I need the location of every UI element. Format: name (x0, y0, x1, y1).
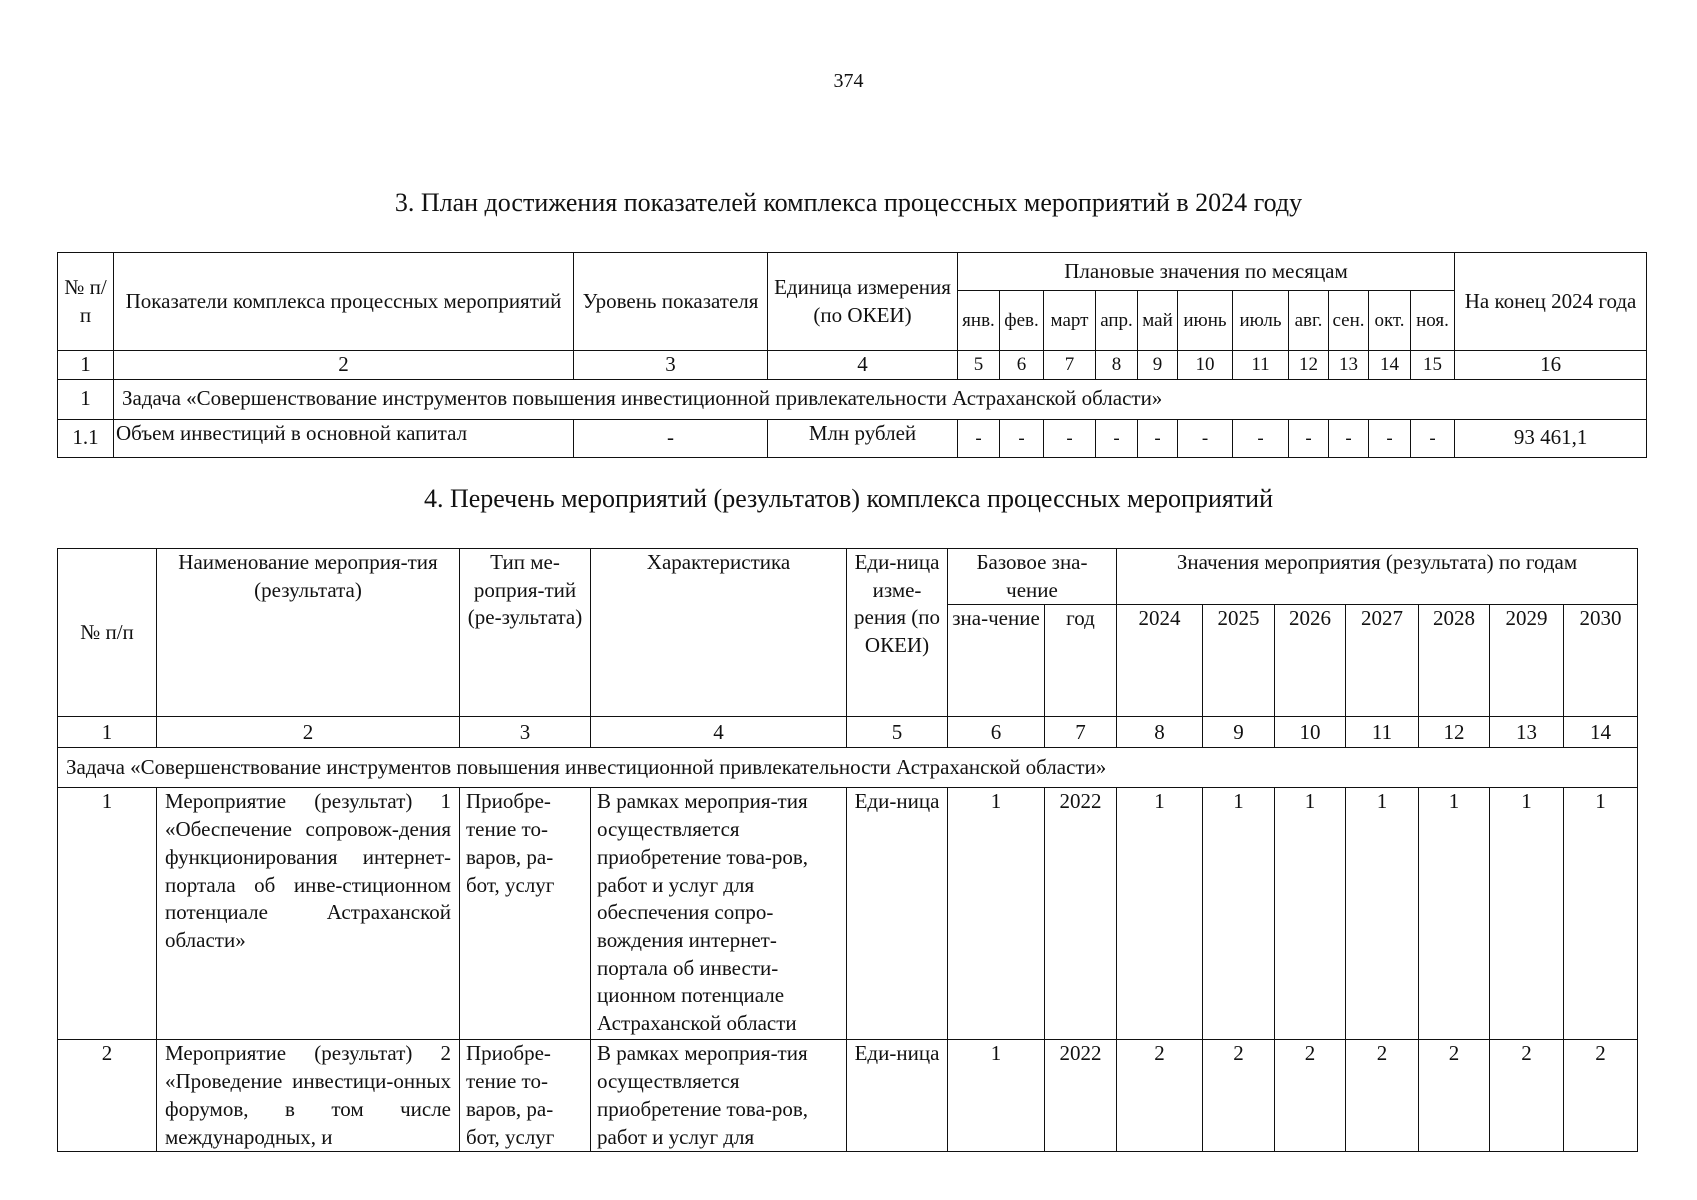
month-value: - (1289, 419, 1329, 457)
column-number: 8 (1117, 717, 1203, 748)
column-number: 11 (1346, 717, 1419, 748)
indicator-row (58, 419, 1647, 457)
row-name-text: Мероприятие (результат) 2 «Проведение инвестици-онных форумов, в том числе международных, и (165, 1041, 451, 1149)
month-header: ноя. (1411, 291, 1455, 351)
row-year-value: 1 (1117, 788, 1203, 1040)
row-year-value: 2 (1564, 1040, 1638, 1152)
row-level: - (574, 419, 768, 457)
row-type: Приобре-тение то-варов, ра-бот, услуг (460, 788, 591, 1040)
header-name: Наименование мероприя-тия (результата) (157, 549, 460, 717)
month-value: - (1329, 419, 1369, 457)
header-characteristic: Характеристика (591, 549, 847, 717)
task-num: 1 (58, 379, 114, 419)
activities-table (57, 548, 1638, 1152)
month-value: - (1369, 419, 1411, 457)
row-year-value: 2 (1490, 1040, 1564, 1152)
row-name: Мероприятие (результат) 1 «Обеспечение сопровож-дения функционирования интернет-портала об инве-стиционном потенциале Астраханской области» (157, 788, 460, 1040)
row-num: 2 (58, 1040, 157, 1152)
table-row (58, 1040, 1638, 1152)
row-unit: Еди-ница (847, 1040, 948, 1152)
month-header: окт. (1369, 291, 1411, 351)
month-header: июль (1233, 291, 1289, 351)
column-number: 5 (847, 717, 948, 748)
row-unit: Еди-ница (847, 788, 948, 1040)
month-value: - (1000, 419, 1044, 457)
column-number-row (58, 351, 1647, 380)
row-year-value: 1 (1203, 788, 1275, 1040)
month-value: - (1138, 419, 1178, 457)
column-number: 7 (1044, 351, 1096, 380)
task-text: Задача «Совершенствование инструментов повышения инвестиционной привлекательности Астраханской области» (114, 379, 1647, 419)
column-number: 7 (1045, 717, 1117, 748)
row-indicator: Объем инвестиций в основной капитал (114, 419, 574, 457)
year-header: 2028 (1419, 605, 1490, 717)
year-header: 2030 (1564, 605, 1638, 717)
column-number: 13 (1329, 351, 1369, 380)
column-number: 12 (1289, 351, 1329, 380)
column-number: 16 (1455, 351, 1647, 380)
column-number: 3 (574, 351, 768, 380)
month-value: - (1096, 419, 1138, 457)
row-end-of-year: 93 461,1 (1455, 419, 1647, 457)
row-num: 1 (58, 788, 157, 1040)
row-base-value: 1 (948, 788, 1045, 1040)
month-value: - (1233, 419, 1289, 457)
column-number: 11 (1233, 351, 1289, 380)
section-title-plan: 3. План достижения показателей комплекса процессных мероприятий в 2024 году (394, 188, 1303, 217)
row-year-value: 1 (1346, 788, 1419, 1040)
header-base-value: зна-чение (948, 605, 1045, 717)
column-number: 3 (460, 717, 591, 748)
row-base-value: 1 (948, 1040, 1045, 1152)
column-number: 1 (58, 717, 157, 748)
header-unit: Еди-ница изме-рения (по ОКЕИ) (847, 549, 948, 717)
row-year-value: 2 (1275, 1040, 1346, 1152)
column-number: 4 (768, 351, 958, 380)
header-type: Тип ме-роприя-тий (ре-зультата) (460, 549, 591, 717)
year-header: 2026 (1275, 605, 1346, 717)
month-header: фев. (1000, 291, 1044, 351)
header-end-of-year: На конец 2024 года (1455, 253, 1647, 351)
row-year-value: 1 (1419, 788, 1490, 1040)
row-name (157, 1040, 460, 1152)
column-number: 1 (58, 351, 114, 380)
column-number: 9 (1203, 717, 1275, 748)
row-year-value: 2 (1117, 1040, 1203, 1152)
row-year-value: 2 (1346, 1040, 1419, 1152)
header-unit: Единица измерения (по ОКЕИ) (768, 253, 958, 351)
task-row (58, 748, 1638, 788)
column-number: 14 (1564, 717, 1638, 748)
column-number: 8 (1096, 351, 1138, 380)
column-number: 2 (114, 351, 574, 380)
column-number: 10 (1275, 717, 1346, 748)
column-number: 10 (1178, 351, 1233, 380)
column-number: 13 (1490, 717, 1564, 748)
page-number: 374 (833, 70, 864, 92)
column-number: 2 (157, 717, 460, 748)
header-row (58, 253, 1647, 291)
year-header: 2024 (1117, 605, 1203, 717)
month-header: март (1044, 291, 1096, 351)
month-header: июнь (1178, 291, 1233, 351)
year-header: 2025 (1203, 605, 1275, 717)
row-year-value: 1 (1564, 788, 1638, 1040)
row-type: Приобре-тение то-варов, ра-бот, услуг (460, 1040, 591, 1152)
header-level: Уровень показателя (574, 253, 768, 351)
column-number: 4 (591, 717, 847, 748)
row-year-value: 1 (1275, 788, 1346, 1040)
row-unit: Млн рублей (768, 419, 958, 457)
row-year-value: 1 (1490, 788, 1564, 1040)
month-header: май (1138, 291, 1178, 351)
task-text: Задача «Совершенствование инструментов повышения инвестиционной привлекательности Астраханской области» (58, 748, 1638, 788)
row-base-year: 2022 (1045, 1040, 1117, 1152)
month-value: - (958, 419, 1000, 457)
column-number: 6 (948, 717, 1045, 748)
column-number: 6 (1000, 351, 1044, 380)
month-header: сен. (1329, 291, 1369, 351)
column-number: 12 (1419, 717, 1490, 748)
month-value: - (1044, 419, 1096, 457)
row-characteristic: В рамках мероприя-тия осуществляется приобретение това-ров, работ и услуг для (591, 1040, 847, 1152)
indicators-plan-table (57, 252, 1647, 458)
month-header: апр. (1096, 291, 1138, 351)
column-number-row (58, 717, 1638, 748)
row-num: 1.1 (58, 419, 114, 457)
month-header: янв. (958, 291, 1000, 351)
column-number: 5 (958, 351, 1000, 380)
row-year-value: 2 (1419, 1040, 1490, 1152)
column-number: 9 (1138, 351, 1178, 380)
header-base-year: год (1045, 605, 1117, 717)
header-num: № п/п (58, 549, 157, 717)
header-monthly: Плановые значения по месяцам (958, 253, 1455, 291)
month-value: - (1178, 419, 1233, 457)
month-header: авг. (1289, 291, 1329, 351)
header-base: Базовое зна-чение (948, 549, 1117, 605)
header-num: № п/п (58, 253, 114, 351)
header-values-by-year: Значения мероприятия (результата) по годам (1117, 549, 1638, 605)
task-row (58, 379, 1647, 419)
year-header: 2029 (1490, 605, 1564, 717)
column-number: 15 (1411, 351, 1455, 380)
month-value: - (1411, 419, 1455, 457)
section-title-activities: 4. Перечень мероприятий (результатов) комплекса процессных мероприятий (423, 484, 1274, 513)
header-row (58, 549, 1638, 605)
row-base-year: 2022 (1045, 788, 1117, 1040)
year-header: 2027 (1346, 605, 1419, 717)
column-number: 14 (1369, 351, 1411, 380)
header-indicator: Показатели комплекса процессных мероприятий (114, 253, 574, 351)
row-year-value: 2 (1203, 1040, 1275, 1152)
row-characteristic: В рамках мероприя-тия осуществляется приобретение това-ров, работ и услуг для обеспечения сопро-вождения интернет-портала об инвести-ционном потенциале Астраханской области (591, 788, 847, 1040)
table-row (58, 788, 1638, 1040)
